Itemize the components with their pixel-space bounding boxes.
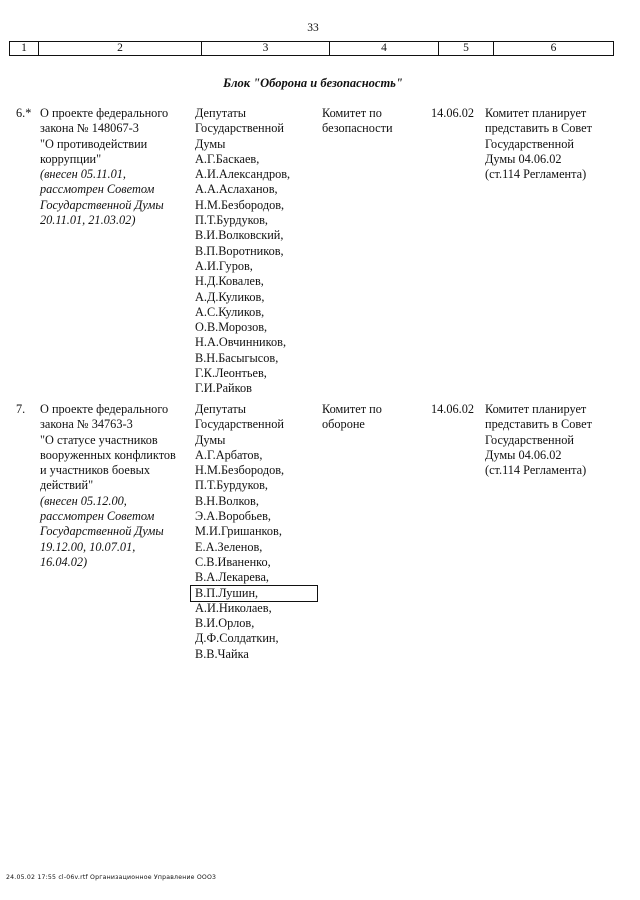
authors-list — [195, 402, 321, 662]
bill-note-line: Государственной Думы — [40, 524, 164, 539]
status — [485, 106, 615, 182]
author-line: С.В.Иваненко, — [195, 554, 271, 569]
committee-line: безопасности — [322, 121, 393, 136]
status — [485, 402, 615, 478]
author-line: А.И.Николаев, — [195, 600, 272, 615]
bill-title-line: коррупции" — [40, 151, 102, 166]
bill-title-line: О проекте федерального — [40, 402, 169, 416]
committee — [322, 106, 422, 137]
bill-title-line: закона № 34763-3 — [40, 417, 133, 432]
bill-title-line: вооруженных конфликтов — [40, 447, 176, 462]
author-line: А.И.Александров, — [195, 167, 291, 182]
author-line: П.Т.Бурдуков, — [195, 213, 268, 228]
status-line: Государственной — [485, 136, 574, 151]
author-line: Депутаты — [195, 106, 247, 120]
author-line: А.Д.Куликов, — [195, 289, 265, 304]
bill-note-line: 19.12.00, 10.07.01, — [40, 539, 136, 554]
author-line: В.А.Лекарева, — [195, 570, 269, 585]
author-line: Н.А.Овчинников, — [195, 335, 287, 350]
date: 14.06.02 — [431, 106, 475, 120]
committee-line: Комитет по — [322, 106, 382, 120]
author-line: В.И.Волковский, — [195, 228, 284, 243]
bill-title-line: О проекте федерального — [40, 106, 169, 120]
author-line: Е.А.Зеленов, — [195, 539, 263, 554]
column-header-4: 4 — [330, 42, 439, 56]
column-header-5: 5 — [439, 42, 494, 56]
status-line: Комитет планирует — [485, 402, 587, 416]
highlighted-author: В.П.Лушин, — [191, 586, 317, 601]
committee — [322, 402, 422, 433]
status-line: Думы 04.06.02 — [485, 447, 562, 462]
author-line: Государственной — [195, 121, 284, 136]
author-line: Г.К.Леонтьев, — [195, 366, 267, 381]
entry-number: 7. — [16, 402, 26, 416]
block-title: Блок "Оборона и безопасность" — [223, 76, 403, 90]
bill-note-line: (внесен 05.12.00, — [40, 493, 127, 508]
bill-note-line: 16.04.02) — [40, 554, 88, 569]
author-line: Думы — [195, 432, 226, 447]
bill-note-line: Государственной Думы — [40, 197, 164, 212]
page-number: 33 — [307, 22, 319, 34]
status-line: Государственной — [485, 432, 574, 447]
status-line: (ст.114 Регламента) — [485, 167, 587, 182]
author-line: Депутаты — [195, 402, 247, 416]
column-header-row — [9, 41, 614, 56]
entry-number: 6.* — [16, 106, 32, 120]
author-line: А.Г.Арбатов, — [195, 447, 263, 462]
bill-title — [40, 402, 192, 570]
author-line: М.И.Гришанков, — [195, 524, 282, 539]
author-line: Г.И.Райков — [195, 381, 252, 396]
bill-title-line: "О противодействии — [40, 136, 148, 151]
author-line: Государственной — [195, 417, 284, 432]
status-line: Комитет планирует — [485, 106, 587, 120]
bill-title — [40, 106, 192, 228]
status-line: Думы 04.06.02 — [485, 151, 562, 166]
bill-title-line: действий" — [40, 478, 94, 493]
committee-line: обороне — [322, 417, 365, 432]
author-line: Н.М.Безбородов, — [195, 197, 285, 212]
bill-note-line: 20.11.01, 21.03.02) — [40, 213, 136, 228]
author-line: В.И.Орлов, — [195, 616, 255, 631]
date: 14.06.02 — [431, 402, 475, 416]
bill-title-line: и участников боевых — [40, 463, 151, 478]
author-line: О.В.Морозов, — [195, 320, 268, 335]
bill-note-line: рассмотрен Советом — [40, 509, 155, 524]
authors-list — [195, 106, 321, 397]
author-line: Д.Ф.Солдаткин, — [195, 631, 279, 646]
status-line: (ст.114 Регламента) — [485, 463, 587, 478]
author-line: Н.Д.Ковалев, — [195, 274, 264, 289]
author-line: А.А.Аслаханов, — [195, 182, 278, 197]
column-header-6: 6 — [494, 42, 614, 56]
status-line: представить в Совет — [485, 121, 592, 136]
author-line: П.Т.Бурдуков, — [195, 478, 268, 493]
bill-note-line: (внесен 05.11.01, — [40, 167, 126, 182]
author-line: А.И.Гуров, — [195, 258, 253, 273]
bill-title-line: закона № 148067-3 — [40, 121, 139, 136]
author-line: В.Н.Басыгысов, — [195, 350, 279, 365]
committee-line: Комитет по — [322, 402, 382, 416]
author-line: В.П.Воротников, — [195, 243, 284, 258]
author-line: Думы — [195, 136, 226, 151]
column-header-1: 1 — [10, 42, 39, 56]
author-line: В.Н.Волков, — [195, 493, 259, 508]
footer-info: 24.05.02 17:55 cl-06v.rtf Организационное Управление ООО3 — [6, 874, 217, 881]
status-line: представить в Совет — [485, 417, 592, 432]
author-line: Э.А.Воробьев, — [195, 509, 271, 524]
author-line: А.Г.Баскаев, — [195, 151, 260, 166]
author-line: А.С.Куликов, — [195, 304, 265, 319]
author-line: В.В.Чайка — [195, 646, 249, 661]
bill-note-line: рассмотрен Советом — [40, 182, 155, 197]
column-header-3: 3 — [202, 42, 330, 56]
author-line: Н.М.Безбородов, — [195, 463, 285, 478]
column-header-2: 2 — [39, 42, 202, 56]
bill-title-line: "О статусе участников — [40, 432, 158, 447]
